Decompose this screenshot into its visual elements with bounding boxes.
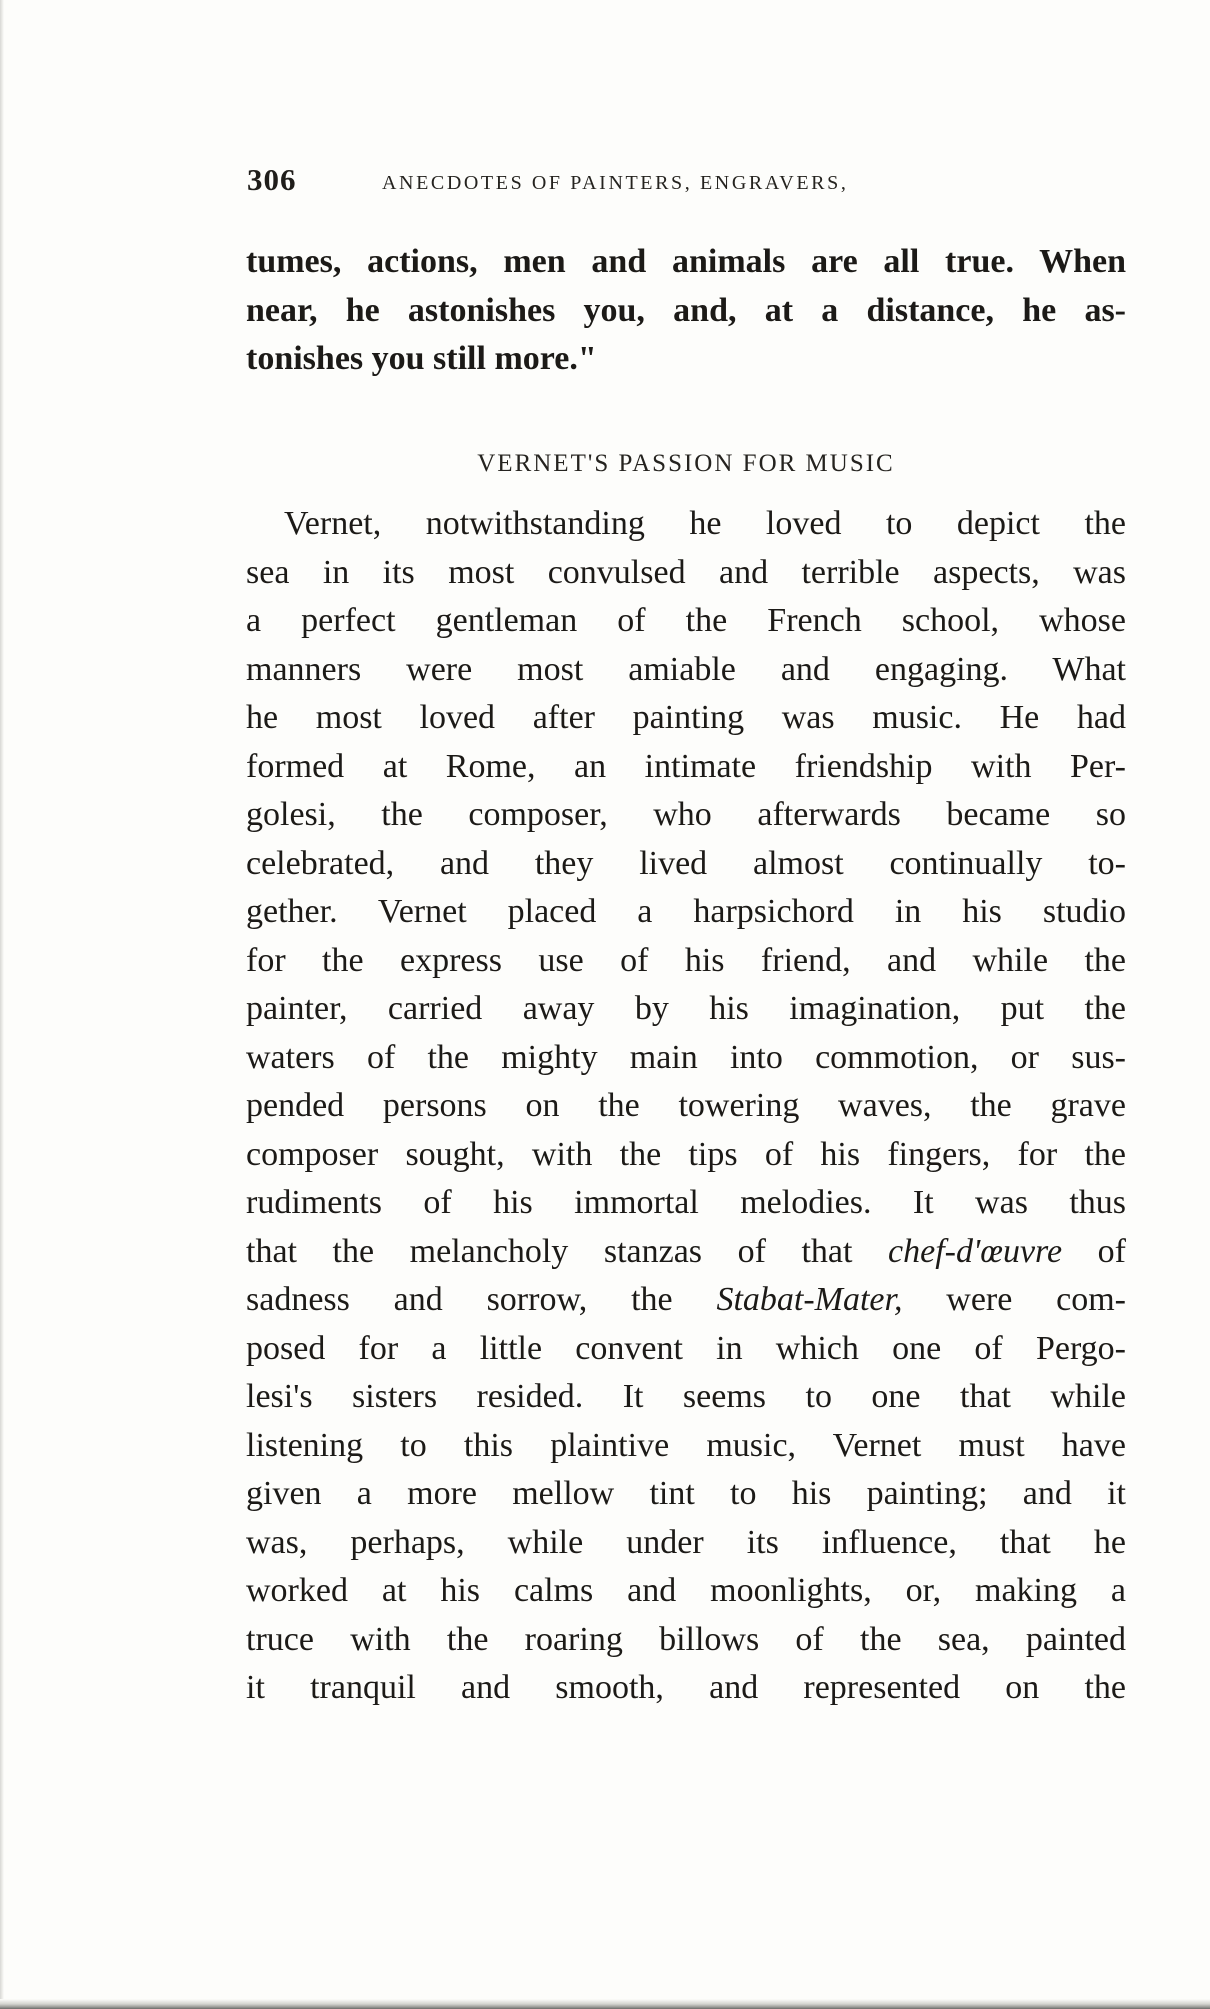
text-line: manners were most amiable and engaging. What xyxy=(246,650,1126,688)
text-line: painter, carried away by his imagination, put the xyxy=(246,990,1126,1027)
text-line: gether. Vernet placed a harpsichord in his studio xyxy=(246,893,1126,930)
text-line: posed for a little convent in which one of Pergo- xyxy=(246,1329,1126,1367)
text-line: celebrated, and they lived almost continually to- xyxy=(246,844,1126,882)
text-line: formed at Rome, an intimate friendship with Per- xyxy=(246,747,1126,785)
text-line: was, perhaps, while under its influence, that he xyxy=(246,1523,1126,1561)
text-line: he most loved after painting was music. He had xyxy=(246,699,1126,736)
text-line: for the express use of his friend, and while the xyxy=(246,941,1126,979)
paragraph-vernet-music xyxy=(246,500,1126,1713)
text-line: tonishes you still more." xyxy=(246,340,597,377)
text-line: golesi, the composer, who afterwards became so xyxy=(246,796,1126,833)
text-line: Vernet, notwithstanding he loved to depict the xyxy=(284,505,1126,542)
text-line: truce with the roaring billows of the sea, painted xyxy=(246,1620,1126,1658)
text-line: a perfect gentleman of the French school, whose xyxy=(246,602,1126,639)
text-line: worked at his calms and moonlights, or, making a xyxy=(246,1572,1126,1609)
text-line: near, he astonishes you, and, at a distance, he as- xyxy=(246,291,1126,329)
text-line: rudiments of his immortal melodies. It was thus xyxy=(246,1184,1126,1221)
text-line: it tranquil and smooth, and represented on the xyxy=(246,1669,1126,1706)
text-line: listening to this plaintive music, Vernet must have xyxy=(246,1426,1126,1464)
text-line: waters of the mighty main into commotion, or sus- xyxy=(246,1038,1126,1076)
text-run: were com- xyxy=(902,1281,1127,1318)
page-left-edge xyxy=(0,0,4,2009)
running-head: ANECDOTES OF PAINTERS, ENGRAVERS, xyxy=(382,172,849,194)
text-line: lesi's sisters resided. It seems to one that while xyxy=(246,1378,1126,1415)
paragraph-continued xyxy=(246,238,1126,384)
text-line-with-italic xyxy=(246,1276,1126,1325)
page-header xyxy=(247,162,1007,202)
italic-term-stabat-mater: Stabat-Mater, xyxy=(716,1281,903,1318)
text-line: given a more mellow tint to his painting; and it xyxy=(246,1475,1126,1512)
text-run: that the melancholy stanzas of that xyxy=(246,1232,889,1270)
text-line: composer sought, with the tips of his fingers, for the xyxy=(246,1135,1126,1173)
page-bottom-edge xyxy=(0,1999,1210,2009)
section-title: VERNET'S PASSION FOR MUSIC xyxy=(477,450,895,477)
text-block xyxy=(246,238,1127,1706)
text-run: of xyxy=(1062,1232,1127,1270)
text-run: sadness and sorrow, the xyxy=(246,1281,717,1318)
text-line: pended persons on the towering waves, the grave xyxy=(246,1087,1126,1124)
text-line-with-italic xyxy=(246,1228,1126,1277)
page-number: 306 xyxy=(247,162,297,197)
text-line: sea in its most convulsed and terrible aspects, was xyxy=(246,553,1126,591)
italic-term-chef-doeuvre: chef-d'œuvre xyxy=(888,1232,1063,1270)
text-line: tumes, actions, men and animals are all true. When xyxy=(246,243,1126,280)
